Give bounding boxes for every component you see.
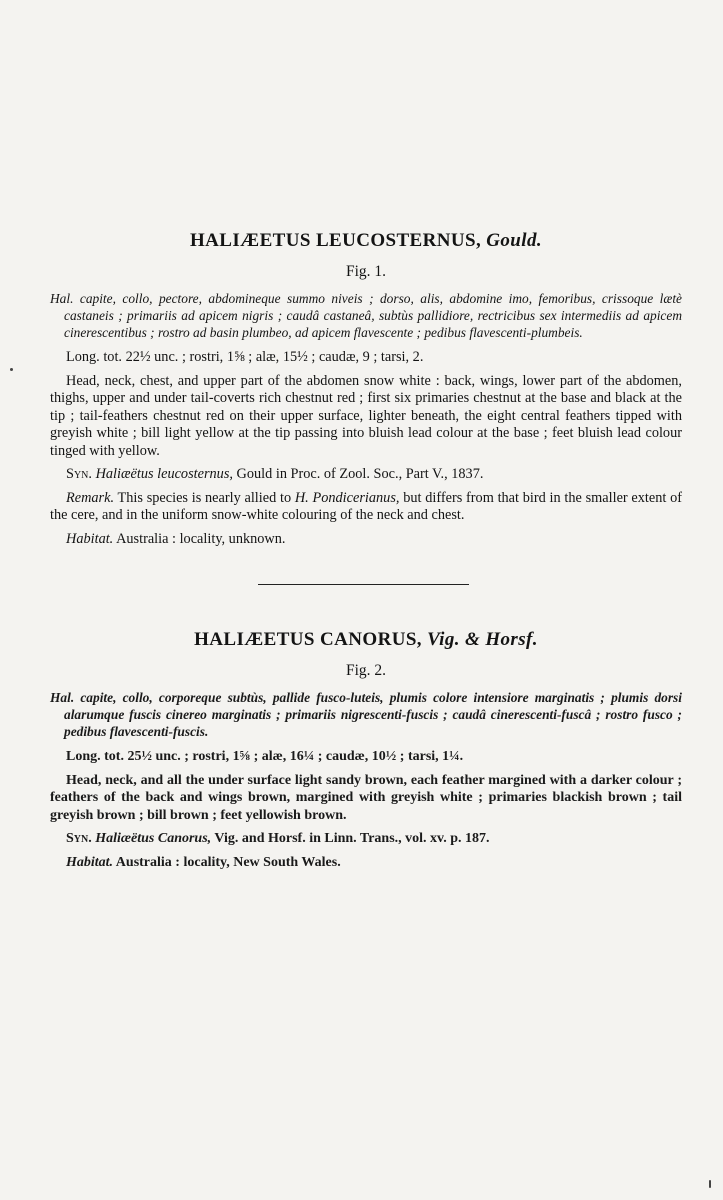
figure-label: Fig. 2.	[345, 662, 387, 679]
habitat-label: Habitat.	[66, 530, 114, 547]
syn-label: Syn.	[66, 466, 92, 482]
measurements: Long. tot. 25½ unc. ; rostri, 1⅝ ; alæ, 16¼ ; caudæ, 10½ ; tarsi, 1¼.	[66, 749, 464, 764]
paper-speck	[709, 1180, 711, 1188]
synonymy	[50, 466, 682, 484]
species-entry-canorus	[50, 627, 682, 877]
figure-label: Fig. 1.	[345, 263, 387, 280]
latin-diagnosis: Hal. capite, collo, pectore, abdomineque summo niveis ; dorso, alis, abdomine imo, femoribus, crissoque lætè castaneis ; primariis ad apicem nigris ; caudâ castaneâ, subtùs pallidiore, rectricibus sex intermediis ad apicem cinerescentibus ; rostro ad basin plumbeo, ad apicem flavescente ; pedibus flavescenti-plumbeis.	[50, 291, 682, 340]
paper-speck	[10, 368, 13, 371]
habitat-text: Australia : locality, unknown.	[116, 530, 286, 547]
species-authority: Vig. & Horsf.	[427, 629, 538, 650]
latin-diagnosis: Hal. capite, collo, corporeque subtùs, pallide fusco-luteis, plumis colore intensiore marginatis ; plumis dorsi alarumque fuscis cinereo marginatis ; primariis nigrescenti-fuscis ; caudâ cinerescenti-fuscâ ; rostro fusco ; pedibus flavescenti-fuscis.	[50, 690, 682, 739]
habitat-label: Habitat.	[66, 854, 114, 870]
habitat-text: Australia : locality, New South Wales.	[115, 854, 341, 870]
species-name: HALIÆETUS LEUCOSTERNUS,	[190, 230, 482, 251]
measurements: Long. tot. 22½ unc. ; rostri, 1⅝ ; alæ, 15½ ; caudæ, 9 ; tarsi, 2.	[66, 349, 424, 365]
species-authority: Gould.	[486, 230, 542, 251]
remark-pre: This species is nearly allied to	[117, 489, 292, 506]
species-name: HALIÆETUS CANORUS,	[194, 629, 422, 650]
syn-label: Syn.	[66, 831, 92, 846]
syn-name: Haliæëtus leucosternus,	[95, 466, 233, 482]
habitat	[50, 531, 682, 549]
section-divider	[258, 584, 469, 585]
remark	[50, 490, 682, 525]
species-entry-leucosternus	[50, 228, 682, 554]
syn-text: Gould in Proc. of Zool. Soc., Part V., 1837.	[236, 466, 484, 482]
remark-post: but differs from that bird in the smaller extent of the cere, and in the uniform snow-white colouring of the neck and chest.	[50, 489, 683, 523]
syn-text: Vig. and Horsf. in Linn. Trans., vol. xv. p. 187.	[214, 831, 490, 846]
remark-label: Remark.	[66, 489, 115, 506]
species-title	[50, 228, 682, 254]
description: Head, neck, chest, and upper part of the abdomen snow white : back, wings, lower part of the abdomen, thighs, upper and under tail-coverts rich chestnut red ; first six primaries chestnut at the base and black at the tip ; tail-feathers chestnut red on their upper surface, lighter beneath, the eight central feathers tipped with greyish white ; bill light yellow at the tip passing into bluish lead colour at the base ; feet bluish lead colour tinged with yellow.	[50, 372, 682, 459]
remark-species: H. Pondicerianus,	[294, 489, 400, 506]
species-title	[50, 627, 682, 653]
synonymy	[50, 830, 682, 848]
habitat	[50, 854, 682, 872]
syn-name: Haliæëtus Canorus,	[95, 831, 212, 846]
description: Head, neck, and all the under surface light sandy brown, each feather margined with a darker colour ; feathers of the back and wings brown, margined with greyish white ; primaries blackish brown ; tail greyish brown ; bill brown ; feet yellowish brown.	[50, 772, 682, 823]
